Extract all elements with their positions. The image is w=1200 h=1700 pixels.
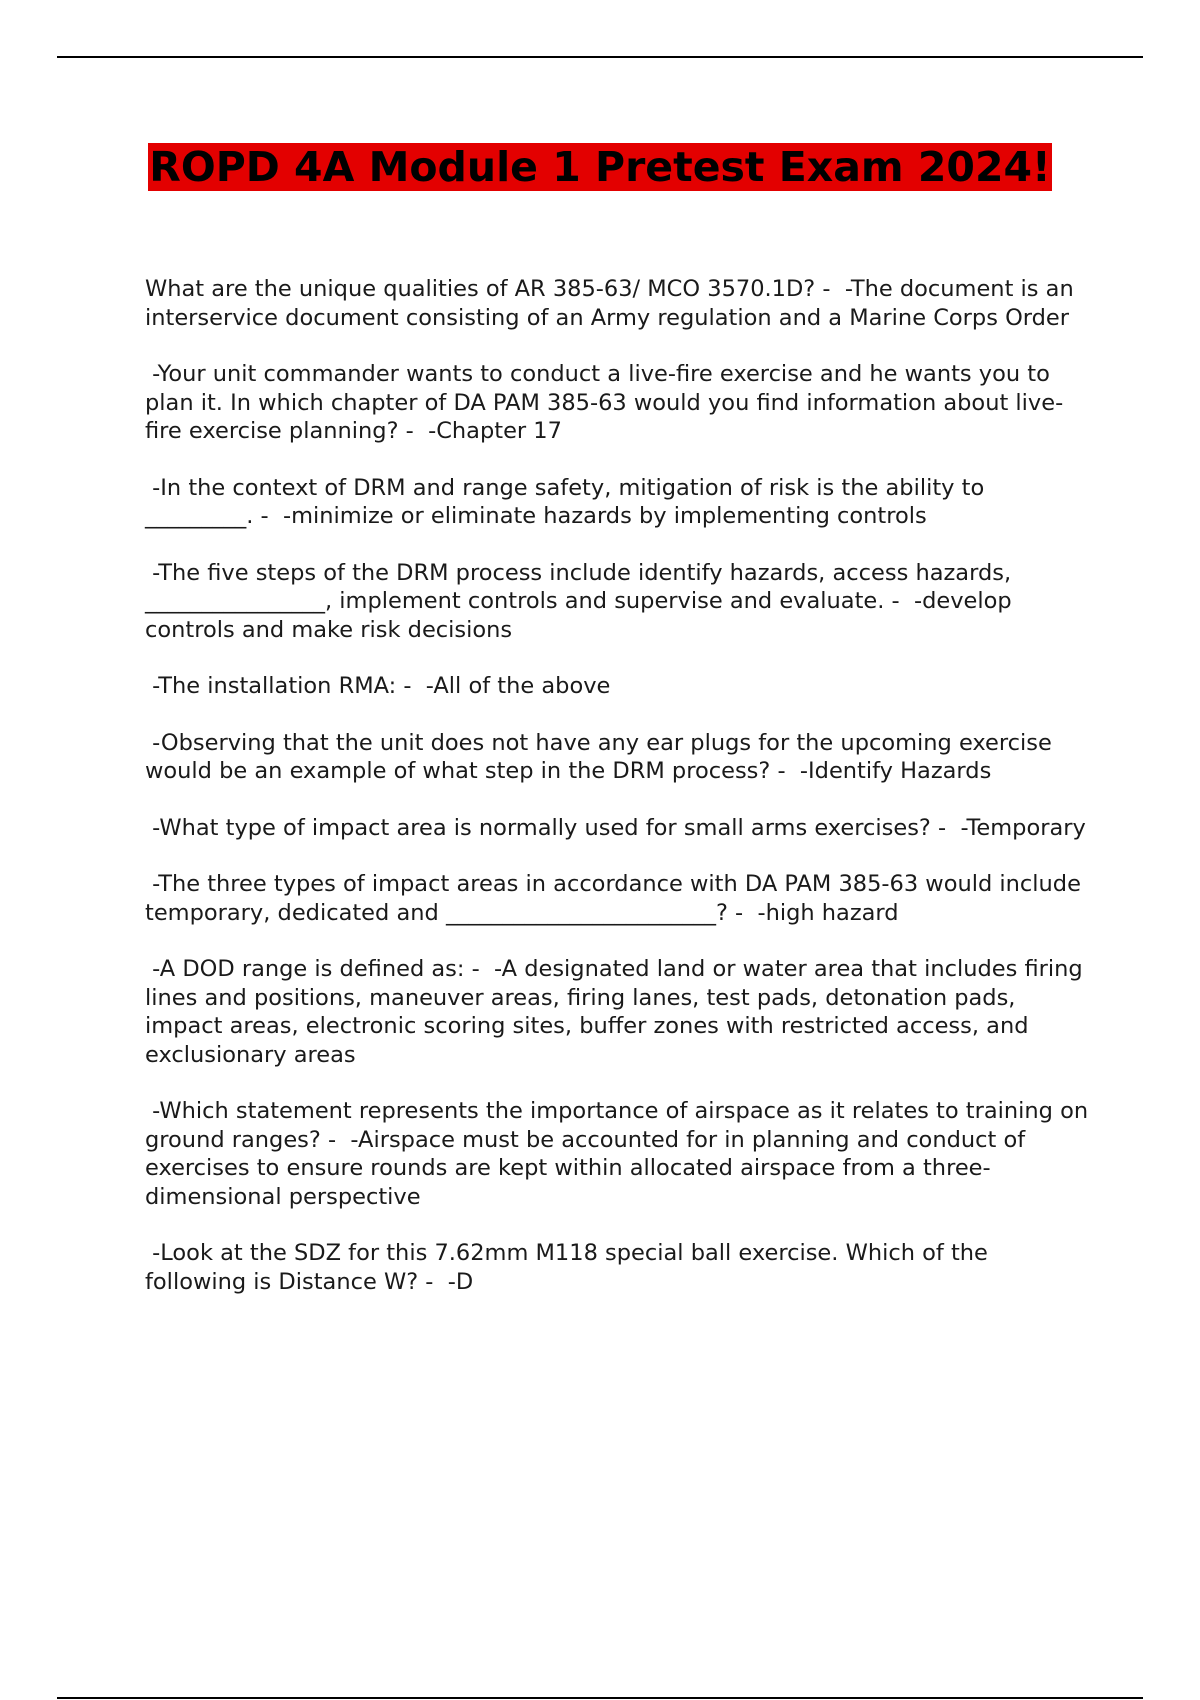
bottom-rule: [57, 1697, 1143, 1699]
qa-item-8: -The three types of impact areas in accordance with DA PAM 385-63 would include temporary, dedicated and ________________________? - -high hazard: [145, 871, 1089, 926]
qa-item-11: -Look at the SDZ for this 7.62mm M118 special ball exercise. Which of the following is Distance W? - -D: [145, 1240, 996, 1295]
qa-item-2: -Your unit commander wants to conduct a live-fire exercise and he wants you to plan it. In which chapter of DA PAM 385-63 would you find information about live-fire exercise planning? - -Chapter 17: [145, 361, 1064, 444]
document-body: [145, 275, 1096, 1324]
qa-item-6: -Observing that the unit does not have any ear plugs for the upcoming exercise would be an example of what step in the DRM process? - -Identify Hazards: [145, 729, 1059, 784]
title-block: [0, 140, 1200, 195]
top-rule: [57, 56, 1143, 58]
qa-item-10: -Which statement represents the importance of airspace as it relates to training on ground ranges? - -Airspace must be accounted for in planning and conduct of exercises to ensure rounds are kept within allocated airspace from a three-dimensional perspective: [145, 1098, 1096, 1210]
qa-item-9: -A DOD range is defined as: - -A designated land or water area that includes firing lines and positions, maneuver areas, firing lanes, test pads, detonation pads, impact areas, electronic scoring sites, buffer zones with restricted access, and exclusionary areas: [145, 956, 1090, 1068]
qa-item-1: What are the unique qualities of AR 385-63/ MCO 3570.1D? - -The document is an interservice document consisting of an Army regulation and a Marine Corps Order: [145, 276, 1081, 331]
qa-item-4: -The five steps of the DRM process include identify hazards, access hazards, ________________, implement controls and supervise and evaluate. - -develop controls and make risk decisions: [145, 559, 1019, 643]
qa-item-3: -In the context of DRM and range safety, mitigation of risk is the ability to _________. - -minimize or eliminate hazards by implementing controls: [145, 474, 992, 529]
qa-item-7: -What type of impact area is normally used for small arms exercises? - -Temporary: [145, 814, 1086, 841]
qa-item-5: -The installation RMA: - -All of the above: [145, 673, 611, 699]
page-title: ROPD 4A Module 1 Pretest Exam 2024!: [149, 143, 1051, 191]
